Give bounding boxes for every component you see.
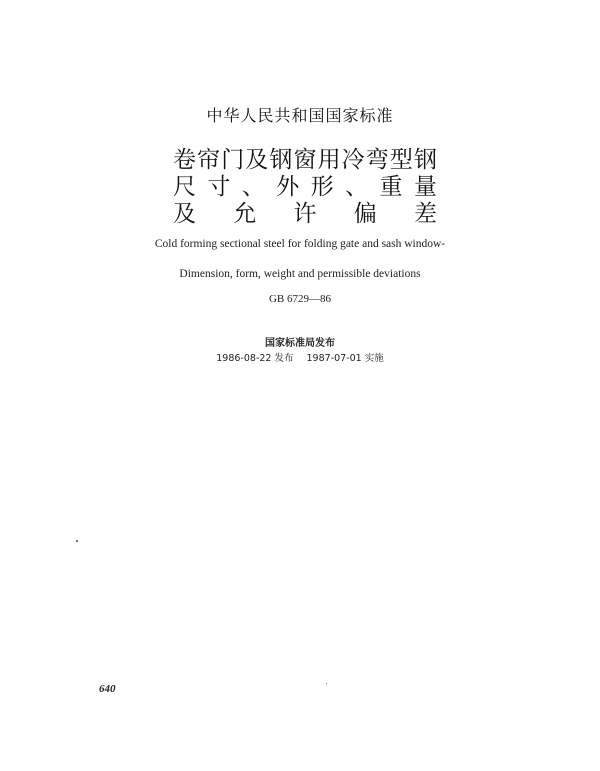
dates-line [0, 350, 600, 364]
page-number: 640 [99, 683, 116, 695]
title-char: 弯 [365, 147, 389, 173]
title-char: 许 [293, 201, 317, 227]
title-char: 卷 [173, 147, 196, 173]
english-title-line-1: Cold forming sectional steel for folding gate and sash window- [154, 238, 446, 250]
title-char: 寸 [207, 174, 231, 200]
scan-speck [326, 683, 327, 684]
title-char: 钢 [269, 147, 293, 173]
title-char: 差 [414, 201, 437, 227]
title-line-1 [173, 147, 437, 174]
title-char: 用 [317, 147, 341, 173]
title-char: 、 [241, 174, 265, 200]
title-line-2 [173, 174, 437, 201]
title-char: 偏 [353, 201, 377, 227]
title-char: 允 [233, 201, 257, 227]
title-char: 窗 [293, 147, 317, 173]
title-char: 重 [379, 174, 403, 200]
standard-header: 中华人民共和国国家标准 [206, 106, 394, 125]
issuing-authority: 国家标准局发布 [265, 338, 335, 349]
scan-speck [76, 540, 78, 542]
english-title-line-2: Dimension, form, weight and permissible deviations [179, 268, 421, 280]
standard-code: GB 6729—86 [268, 293, 332, 305]
chinese-title [173, 147, 437, 228]
title-char: 门 [221, 147, 245, 173]
issue-date: 1986-08-22 发布 [216, 353, 294, 364]
title-line-3 [173, 201, 437, 228]
title-char: 量 [413, 174, 437, 200]
title-char: 尺 [173, 174, 196, 200]
title-char: 钢 [413, 147, 437, 173]
title-char: 型 [389, 147, 413, 173]
title-char: 外 [276, 174, 300, 200]
title-char: 帘 [197, 147, 221, 173]
title-char: 冷 [341, 147, 365, 173]
title-char: 、 [345, 174, 369, 200]
title-char: 及 [245, 147, 269, 173]
effective-date: 1987-07-01 实施 [306, 353, 384, 364]
title-char: 形 [310, 174, 334, 200]
title-char: 及 [173, 201, 196, 227]
